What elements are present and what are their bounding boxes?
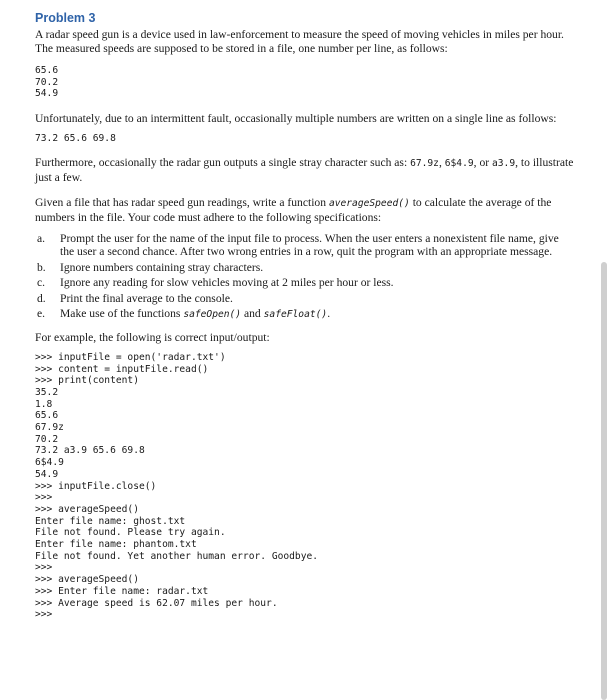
spec-item	[35, 261, 575, 275]
multi-number-sample: 73.2 65.6 69.8	[35, 133, 116, 145]
problem-document	[35, 11, 575, 621]
task-paragraph	[35, 196, 575, 225]
spec-text: Ignore numbers containing stray characters.	[60, 260, 264, 274]
spec-text: Ignore any reading for slow vehicles moving at 2 miles per hour or less.	[60, 276, 394, 290]
spec-function-safeopen: safeOpen()	[183, 309, 242, 321]
stray-text-pre: Furthermore, occasionally the radar gun outputs a single stray character such as:	[35, 155, 411, 169]
example-transcript: >>> inputFile = open('radar.txt') >>> content = inputFile.read() >>> print(content) 35.2 1.8 65.6 67.9z 70.2 73.2 a3.9 65.6 69.8 6$4.9 54.9 >>> inputFile.close() >>> >>> averageSpeed() Enter file name: ghost.txt File not found. Please try again. Enter file name: phantom.txt File not found. Yet another human error. Goodbye. >>> >>> averageSpeed() >>> Enter file name: radar.txt >>> Average speed is 62.07 miles per hour. >>>	[35, 351, 319, 621]
vertical-scrollbar[interactable]	[601, 262, 607, 700]
spec-item	[35, 307, 575, 322]
stray-text-post: , to illustrate just a few.	[35, 155, 574, 184]
spec-text-pre: Make use of the functions	[60, 307, 184, 321]
spec-item	[35, 292, 575, 306]
spec-marker: a.	[37, 231, 46, 245]
spec-text: Print the final average to the console.	[60, 291, 233, 305]
stray-sep-2: , or	[473, 155, 492, 169]
spec-text-mid: and	[241, 307, 264, 321]
stray-paragraph	[35, 156, 575, 185]
stray-example-3: a3.9	[492, 157, 516, 169]
problem-title: Problem 3	[35, 11, 96, 25]
sample-speeds-block: 65.6 70.2 54.9	[35, 65, 59, 100]
spec-item	[35, 276, 575, 290]
spec-text: Prompt the user for the name of the input file to process. When the user enters a nonexistent file name, give the user a second chance. After two wrong entries in a row, quit the program with an appropriate message.	[60, 231, 559, 259]
task-text-post: to calculate the average of the numbers in the file. Your code must adhere to the following specifications:	[35, 195, 552, 224]
task-text-pre: Given a file that has radar speed gun readings, write a function	[35, 195, 329, 209]
spec-marker: e.	[37, 307, 46, 321]
spec-marker: c.	[37, 276, 46, 290]
spec-text-post: .	[327, 307, 331, 321]
stray-example-2: 6$4.9	[444, 157, 474, 169]
example-intro: For example, the following is correct input/output:	[35, 330, 270, 344]
stray-example-1: 67.9z	[410, 157, 439, 169]
task-function-name: averageSpeed()	[328, 197, 410, 209]
spec-marker: b.	[37, 260, 46, 274]
spec-item	[35, 232, 575, 259]
spec-list	[35, 232, 575, 322]
intro-paragraph: A radar speed gun is a device used in law-enforcement to measure the speed of moving vehicles in miles per hour. The measured speeds are supposed to be stored in a file, one number per line, as follows:	[35, 28, 564, 55]
stray-sep-1: ,	[438, 155, 445, 169]
spec-function-safefloat: safeFloat()	[263, 309, 328, 321]
spec-marker: d.	[37, 291, 46, 305]
fault-paragraph: Unfortunately, due to an intermittent fault, occasionally multiple numbers are written on a single line as follows:	[35, 112, 557, 126]
